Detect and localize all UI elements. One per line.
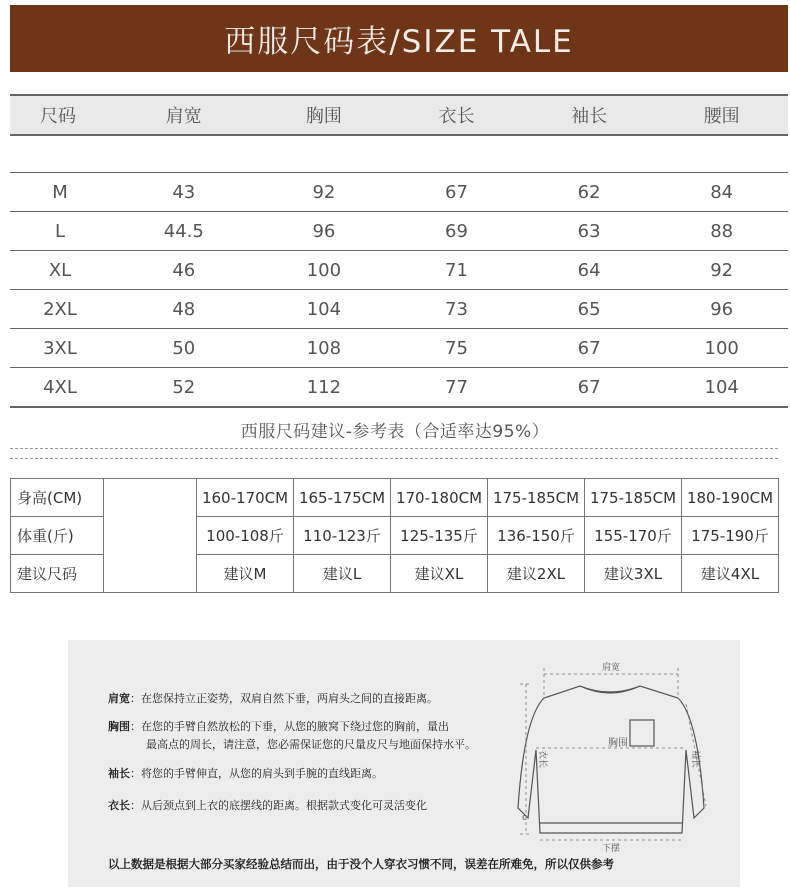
sleeve-description (108, 765, 383, 783)
blank-row (10, 135, 788, 173)
table-cell: 88 (655, 212, 788, 251)
description-text: ：将您的手臂伸直，从您的肩头到手腕的直线距离。 (130, 767, 383, 780)
table-cell: 108 (258, 329, 391, 368)
table-cell: 建议XL (391, 555, 488, 593)
header-cell: 衣长 (390, 95, 523, 135)
header-cell: 袖长 (523, 95, 656, 135)
table-cell: 77 (390, 368, 523, 408)
footnote: 以上数据是根据大部分买家经验总结而出，由于没个人穿衣习惯不同，误差在所难免，所以仅供参考 (108, 857, 614, 871)
size-cell: XL (10, 251, 110, 290)
table-cell: 48 (110, 290, 258, 329)
diagram-c-label: c (522, 813, 527, 823)
diagram-sleeve-label: 袖长 (690, 750, 700, 769)
table-cell: 180-190CM (682, 479, 779, 517)
table-cell: 52 (110, 368, 258, 408)
table-row (10, 212, 788, 251)
diagram-hem-label: 下摆 (601, 844, 621, 853)
table-cell: 92 (655, 251, 788, 290)
table-cell: 63 (523, 212, 656, 251)
description-text: ：从后颈点到上衣的底摆线的距离。根据款式变化可灵活变化 (130, 799, 427, 812)
diagram-length-label: 衣长 (537, 750, 547, 769)
table-cell: 96 (258, 212, 391, 251)
term-label: 胸围 (108, 720, 130, 733)
chest-description (108, 718, 476, 754)
description-text: ：在您保持立正姿势，双肩自然下垂，两肩头之间的直接距离。 (130, 692, 438, 705)
recommendation-table (10, 478, 779, 593)
table-cell: 175-185CM (585, 479, 682, 517)
table-cell: 64 (523, 251, 656, 290)
title-banner (10, 5, 788, 72)
header-cell: 胸围 (258, 95, 391, 135)
table-cell: 160-170CM (197, 479, 294, 517)
table-cell: 67 (523, 368, 656, 408)
height-row (11, 479, 779, 517)
table-cell: 84 (655, 173, 788, 212)
table-cell: 67 (523, 329, 656, 368)
table-cell: 62 (523, 173, 656, 212)
table-cell: 建议L (294, 555, 391, 593)
table-cell: 75 (390, 329, 523, 368)
table-cell: 建议4XL (682, 555, 779, 593)
table-row (10, 251, 788, 290)
table-cell: 175-185CM (488, 479, 585, 517)
table-cell: 165-175CM (294, 479, 391, 517)
term-label: 肩宽 (108, 692, 130, 705)
table-cell: 110-123斤 (294, 517, 391, 555)
table-cell: 50 (110, 329, 258, 368)
size-cell: L (10, 212, 110, 251)
length-description (108, 797, 427, 815)
table-cell: 69 (390, 212, 523, 251)
size-cell: M (10, 173, 110, 212)
row-header: 建议尺码 (11, 555, 104, 593)
table-cell: 73 (390, 290, 523, 329)
table-cell: 125-135斤 (391, 517, 488, 555)
table-cell: 43 (110, 173, 258, 212)
table-cell: 92 (258, 173, 391, 212)
table-cell: 96 (655, 290, 788, 329)
description-text: ：在您的手臂自然放松的下垂，从您的腋窝下绕过您的胸前，量出 (130, 720, 449, 733)
size-table (10, 94, 788, 408)
header-cell: 肩宽 (110, 95, 258, 135)
term-label: 袖长 (108, 767, 130, 780)
diagram-shoulder-label: 肩宽 (601, 663, 621, 673)
table-row (10, 290, 788, 329)
table-cell: 建议2XL (488, 555, 585, 593)
table-cell: 44.5 (110, 212, 258, 251)
table-cell: 46 (110, 251, 258, 290)
page-title: 西服尺码表/SIZE TALE (224, 24, 574, 60)
dashed-divider (10, 458, 778, 459)
table-cell: 104 (655, 368, 788, 408)
table-cell: 175-190斤 (682, 517, 779, 555)
row-header: 体重(斤) (11, 517, 104, 555)
table-row (10, 173, 788, 212)
table-cell: 建议M (197, 555, 294, 593)
table-row (10, 329, 788, 368)
size-cell: 4XL (10, 368, 110, 408)
table-cell: 65 (523, 290, 656, 329)
table-cell: 100 (258, 251, 391, 290)
table-cell: 67 (390, 173, 523, 212)
description-text: 最高点的周长，请注意，您必需保证您的尺量皮尺与地面保持水平。 (146, 738, 476, 751)
table-cell: 136-150斤 (488, 517, 585, 555)
row-header: 身高(CM) (11, 479, 104, 517)
table-cell: 170-180CM (391, 479, 488, 517)
header-cell: 腰围 (655, 95, 788, 135)
garment-diagram (510, 658, 735, 853)
size-table-header-row (10, 95, 788, 135)
table-cell: 100 (655, 329, 788, 368)
diagram-chest-label: 胸围 (608, 738, 628, 749)
term-label: 衣长 (108, 799, 130, 812)
header-cell: 尺码 (10, 95, 110, 135)
table-cell: 104 (258, 290, 391, 329)
shoulder-description (108, 690, 438, 708)
table-cell: 112 (258, 368, 391, 408)
empty-cell (104, 479, 197, 593)
table-cell: 建议3XL (585, 555, 682, 593)
table-row (10, 368, 788, 408)
size-cell: 2XL (10, 290, 110, 329)
advice-table-title: 西服尺码建议-参考表（合适率达95%） (240, 422, 550, 442)
table-cell: 155-170斤 (585, 517, 682, 555)
dashed-divider (10, 448, 778, 449)
table-cell: 100-108斤 (197, 517, 294, 555)
table-cell: 71 (390, 251, 523, 290)
size-cell: 3XL (10, 329, 110, 368)
